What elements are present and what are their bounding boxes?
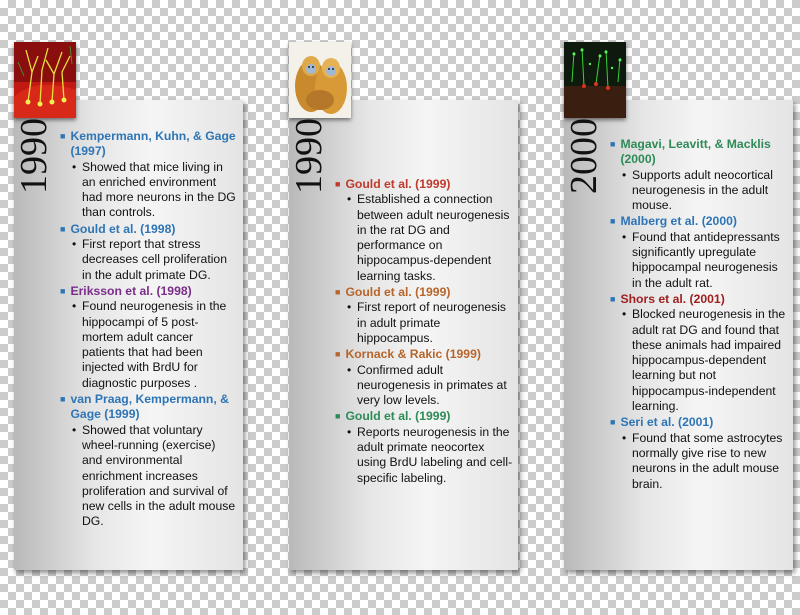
bullet-dot-icon: • bbox=[347, 300, 352, 315]
year-label-3: 2000 bbox=[563, 118, 605, 194]
entry-detail: First report that stress decreases cell proliferation in the adult primate DG. bbox=[82, 237, 227, 282]
entry-detail: Found that antidepressants significantly upregulate hippocampal neurogenesis in the adult rat. bbox=[632, 229, 780, 290]
bullet-dot-icon: • bbox=[347, 192, 352, 207]
bullet-dot-icon: • bbox=[622, 430, 627, 445]
neuron-image-1 bbox=[14, 42, 76, 118]
bullet-square-icon: ■ bbox=[60, 394, 66, 405]
bullet-square-icon: ■ bbox=[610, 293, 616, 304]
entry-2-1 bbox=[335, 177, 513, 284]
bullet-square-icon: ■ bbox=[335, 349, 341, 360]
entry-detail: Established a connection between adult neurogenesis in the rat DG and performance on hippocampus-dependent learning tasks. bbox=[357, 192, 510, 283]
entry-detail: Blocked neurogenesis in the adult rat DG and found that these animals had impaired hippocampus-dependent learning but not hippocampus-independent learning. bbox=[632, 307, 786, 414]
bullet-square-icon: ■ bbox=[335, 411, 341, 422]
entries-column-1 bbox=[60, 128, 238, 531]
entry-1-4 bbox=[60, 392, 238, 530]
entry-1-1 bbox=[60, 129, 238, 221]
bullet-dot-icon: • bbox=[622, 167, 627, 182]
bullet-dot-icon: • bbox=[347, 424, 352, 439]
entry-detail: Found neurogenesis in the hippocampi of 5 post-mortem adult cancer patients that had been injected with BrdU for diagnostic purposes . bbox=[82, 299, 227, 390]
bullet-dot-icon: • bbox=[72, 159, 77, 174]
entry-author: Malberg et al. (2000) bbox=[620, 214, 737, 229]
bullet-square-icon: ■ bbox=[335, 287, 341, 298]
entry-author: Gould et al. (1998) bbox=[70, 221, 176, 236]
entry-2-2 bbox=[335, 285, 513, 346]
entry-author: Magavi, Leavitt, & Macklis (2000) bbox=[620, 137, 771, 167]
entry-detail: Showed that mice living in an enriched environment had more neurons in the DG than controls. bbox=[82, 159, 236, 220]
entry-3-2 bbox=[610, 214, 790, 290]
entry-detail: Reports neurogenesis in the adult primate neocortex using BrdU labeling and cell-specific labeling. bbox=[357, 424, 513, 485]
bullet-dot-icon: • bbox=[622, 229, 627, 244]
bullet-square-icon: ■ bbox=[60, 285, 66, 296]
entry-author: Gould et al. (1999) bbox=[345, 177, 451, 191]
neuron-image-2 bbox=[564, 42, 626, 118]
entry-author: van Praag, Kempermann, & Gage (1999) bbox=[70, 392, 229, 422]
entries-column-2 bbox=[335, 176, 513, 487]
entry-1-2 bbox=[60, 222, 238, 283]
entry-detail: First report of neurogenesis in adult primate hippocampus. bbox=[357, 300, 507, 345]
entry-author: Seri et al. (2001) bbox=[620, 415, 714, 430]
entry-3-4 bbox=[610, 415, 790, 491]
bullet-dot-icon: • bbox=[72, 299, 77, 314]
entry-author: Gould et al. (1999) bbox=[345, 285, 451, 300]
entries-column-3 bbox=[610, 136, 790, 493]
bullet-square-icon: ■ bbox=[60, 223, 66, 234]
entry-3-1 bbox=[610, 137, 790, 213]
entry-author: Kornack & Rakic (1999) bbox=[345, 347, 481, 362]
entry-detail: Confirmed adult neurogenesis in primates at very low levels. bbox=[357, 362, 507, 408]
bullet-dot-icon: • bbox=[347, 362, 352, 377]
entry-author: Shors et al. (2001) bbox=[620, 291, 725, 306]
entry-detail: Showed that voluntary wheel-running (exercise) and environmental enrichment increases proliferation and survival of new cells in the adult mouse DG. bbox=[82, 422, 236, 529]
entry-author: Eriksson et al. (1998) bbox=[70, 283, 192, 298]
bullet-square-icon: ■ bbox=[610, 417, 616, 428]
bullet-dot-icon: • bbox=[72, 422, 77, 437]
entry-detail: Found that some astrocytes normally give rise to new neurons in the adult mouse brain. bbox=[632, 430, 783, 491]
entry-1-3 bbox=[60, 284, 238, 391]
bullet-square-icon: ■ bbox=[335, 179, 341, 189]
bullet-dot-icon: • bbox=[622, 307, 627, 322]
entry-author: Kempermann, Kuhn, & Gage (1997) bbox=[70, 129, 236, 159]
entry-2-3 bbox=[335, 347, 513, 408]
bullet-square-icon: ■ bbox=[610, 216, 616, 227]
bullet-square-icon: ■ bbox=[610, 139, 616, 149]
bullet-square-icon: ■ bbox=[60, 131, 66, 141]
monkey-image bbox=[289, 42, 351, 118]
bullet-dot-icon: • bbox=[72, 237, 77, 252]
entry-2-4 bbox=[335, 409, 513, 485]
year-label-2: 1990 bbox=[288, 118, 330, 194]
year-label-1: 1990 bbox=[13, 118, 55, 194]
entry-author: Gould et al. (1999) bbox=[345, 409, 451, 424]
entry-detail: Supports adult neocortical neurogenesis in the adult mouse. bbox=[632, 167, 773, 213]
entry-3-3 bbox=[610, 292, 790, 414]
